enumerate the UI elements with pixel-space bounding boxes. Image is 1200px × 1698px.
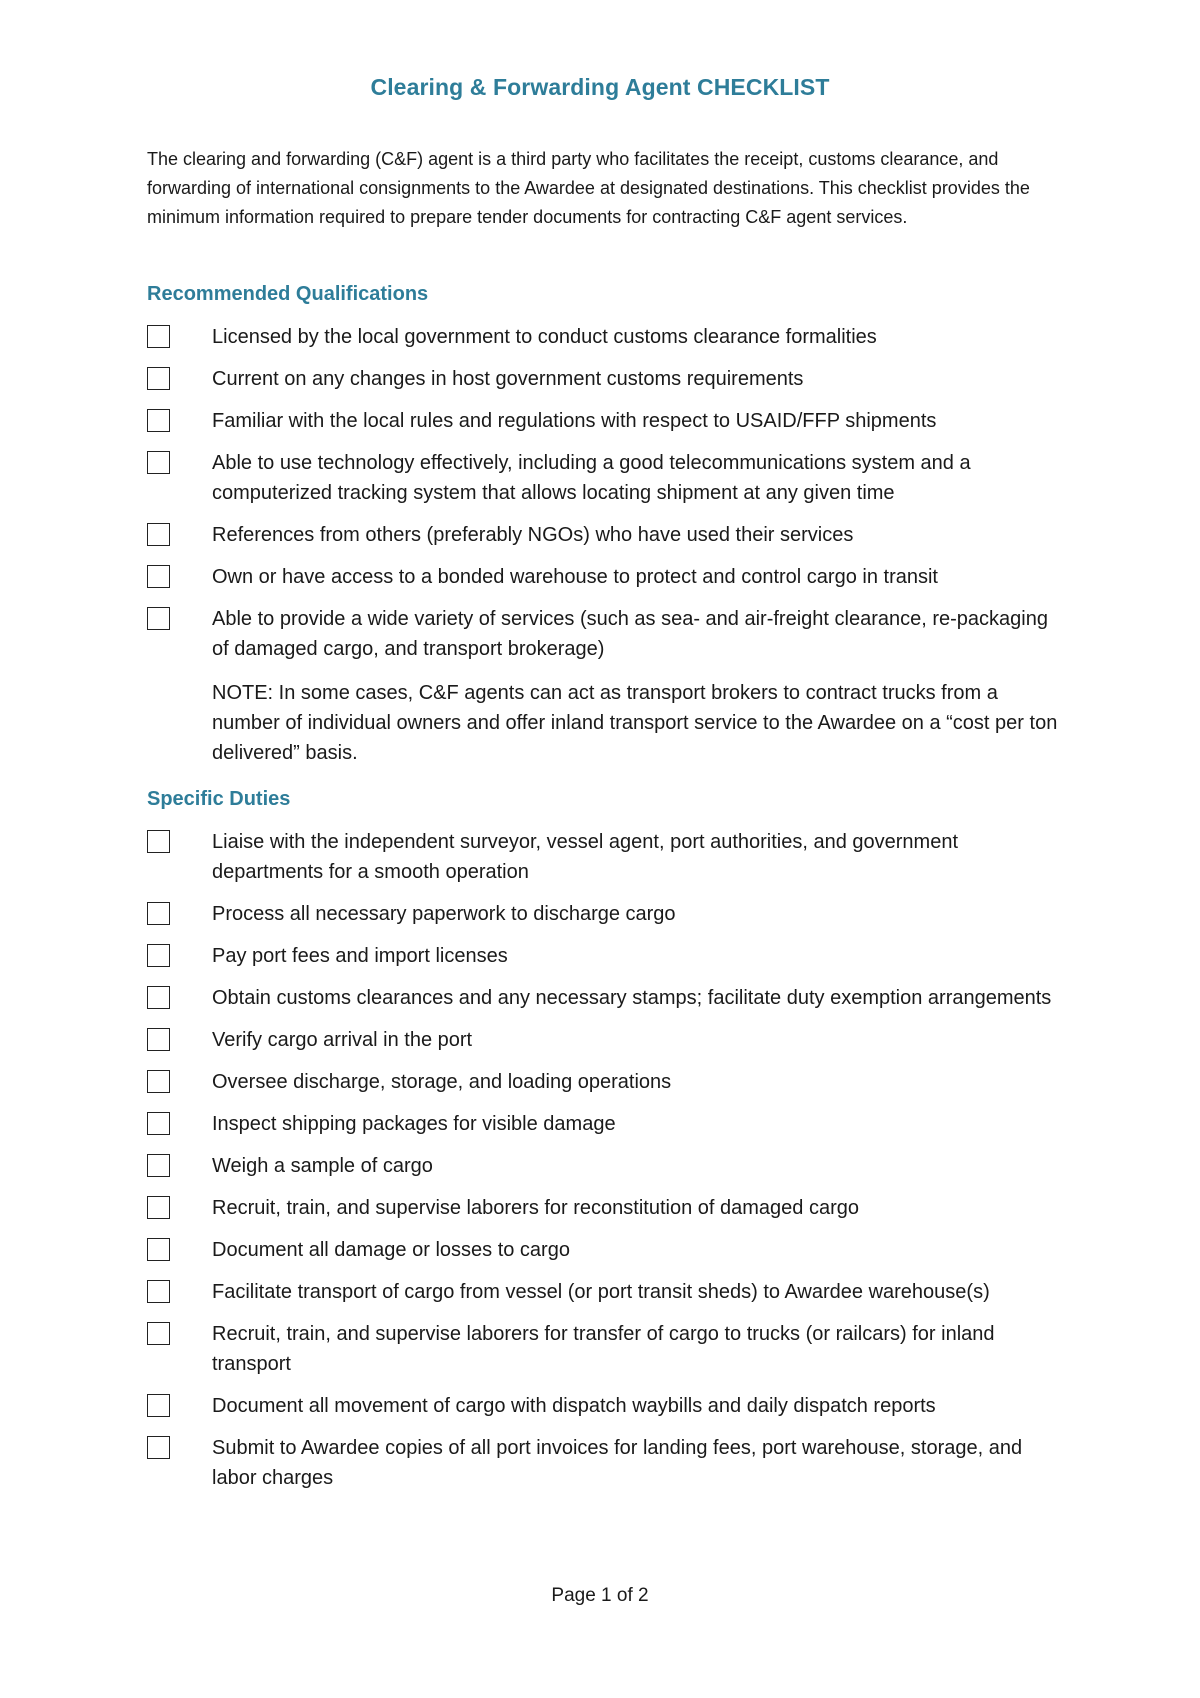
checkbox[interactable]	[147, 1436, 170, 1459]
item-text: Own or have access to a bonded warehouse to protect and control cargo in transit	[212, 566, 938, 588]
item-text: Able to use technology effectively, including a good telecommunications system and a computerized tracking system that allows locating shipment at any given time	[212, 452, 971, 504]
checkbox[interactable]	[147, 944, 170, 967]
qualification-item	[147, 448, 1067, 508]
qualification-item	[147, 406, 1067, 436]
duty-item	[147, 941, 1067, 971]
duty-item	[147, 1151, 1067, 1181]
item-text: Current on any changes in host government customs requirements	[212, 368, 804, 390]
checkbox[interactable]	[147, 367, 170, 390]
item-text: Document all movement of cargo with dispatch waybills and daily dispatch reports	[212, 1395, 936, 1417]
item-text: Recruit, train, and supervise laborers for reconstitution of damaged cargo	[212, 1197, 860, 1219]
checkbox[interactable]	[147, 451, 170, 474]
duty-item	[147, 1319, 1067, 1379]
checkbox[interactable]	[147, 1322, 170, 1345]
duty-item	[147, 1193, 1067, 1223]
item-text: Verify cargo arrival in the port	[212, 1029, 473, 1051]
checkbox[interactable]	[147, 986, 170, 1009]
checkbox[interactable]	[147, 1280, 170, 1303]
document-title: Clearing & Forwarding Agent CHECKLIST	[370, 74, 830, 100]
duty-item	[147, 1391, 1067, 1421]
duty-item	[147, 899, 1067, 929]
qualification-item	[147, 364, 1067, 394]
item-text: Inspect shipping packages for visible damage	[212, 1113, 616, 1135]
duty-item	[147, 1277, 1067, 1307]
qualification-item	[147, 520, 1067, 550]
qualification-item	[147, 322, 1067, 352]
duty-item	[147, 1235, 1067, 1265]
qualification-item	[147, 604, 1067, 664]
checkbox[interactable]	[147, 902, 170, 925]
item-text: Facilitate transport of cargo from vessel (or port transit sheds) to Awardee warehouse(s)	[212, 1281, 990, 1303]
checkbox[interactable]	[147, 1238, 170, 1261]
item-text: Oversee discharge, storage, and loading operations	[212, 1071, 672, 1093]
duty-item	[147, 1109, 1067, 1139]
checkbox[interactable]	[147, 325, 170, 348]
checkbox[interactable]	[147, 565, 170, 588]
duties-list	[147, 827, 1067, 1505]
checkbox[interactable]	[147, 607, 170, 630]
intro-paragraph: The clearing and forwarding (C&F) agent is a third party who facilitates the receipt, customs clearance, and forwarding of international consignments to the Awardee at designated destinations. This checklist provides the minimum information required to prepare tender documents for contracting C&F agent services.	[147, 149, 1030, 227]
duty-item	[147, 983, 1067, 1013]
qualifications-list	[147, 322, 1067, 768]
item-text: Weigh a sample of cargo	[212, 1155, 433, 1177]
checkbox[interactable]	[147, 1154, 170, 1177]
item-text: References from others (preferably NGOs) who have used their services	[212, 524, 854, 546]
checkbox[interactable]	[147, 1112, 170, 1135]
item-text: Familiar with the local rules and regulations with respect to USAID/FFP shipments	[212, 410, 937, 432]
item-text: Pay port fees and import licenses	[212, 945, 508, 967]
page-number: Page 1 of 2	[551, 1585, 649, 1606]
duty-item	[147, 1067, 1067, 1097]
duty-item	[147, 827, 1067, 887]
qualifications-note: NOTE: In some cases, C&F agents can act as transport brokers to contract trucks from a number of individual owners and offer inland transport service to the Awardee on a “cost per ton delivered” basis.	[212, 682, 1058, 764]
duties-heading: Specific Duties	[147, 788, 291, 810]
qualifications-heading: Recommended Qualifications	[147, 283, 429, 305]
duty-item	[147, 1025, 1067, 1055]
checkbox[interactable]	[147, 1028, 170, 1051]
item-text: Obtain customs clearances and any necessary stamps; facilitate duty exemption arrangements	[212, 987, 1052, 1009]
checkbox[interactable]	[147, 1070, 170, 1093]
item-text: Able to provide a wide variety of services (such as sea- and air-freight clearance, re-packaging of damaged cargo, and transport brokerage)	[212, 608, 1048, 660]
item-text: Recruit, train, and supervise laborers for transfer of cargo to trucks (or railcars) for inland transport	[212, 1323, 995, 1375]
item-text: Document all damage or losses to cargo	[212, 1239, 570, 1261]
item-text: Process all necessary paperwork to discharge cargo	[212, 903, 676, 925]
item-text: Liaise with the independent surveyor, vessel agent, port authorities, and government departments for a smooth operation	[212, 831, 959, 883]
qualification-item	[147, 562, 1067, 592]
duty-item	[147, 1433, 1067, 1493]
item-text: Licensed by the local government to conduct customs clearance formalities	[212, 326, 877, 348]
checkbox[interactable]	[147, 830, 170, 853]
checkbox[interactable]	[147, 409, 170, 432]
checkbox[interactable]	[147, 1196, 170, 1219]
item-text: Submit to Awardee copies of all port invoices for landing fees, port warehouse, storage, and labor charges	[212, 1437, 1023, 1489]
checkbox[interactable]	[147, 1394, 170, 1417]
checkbox[interactable]	[147, 523, 170, 546]
